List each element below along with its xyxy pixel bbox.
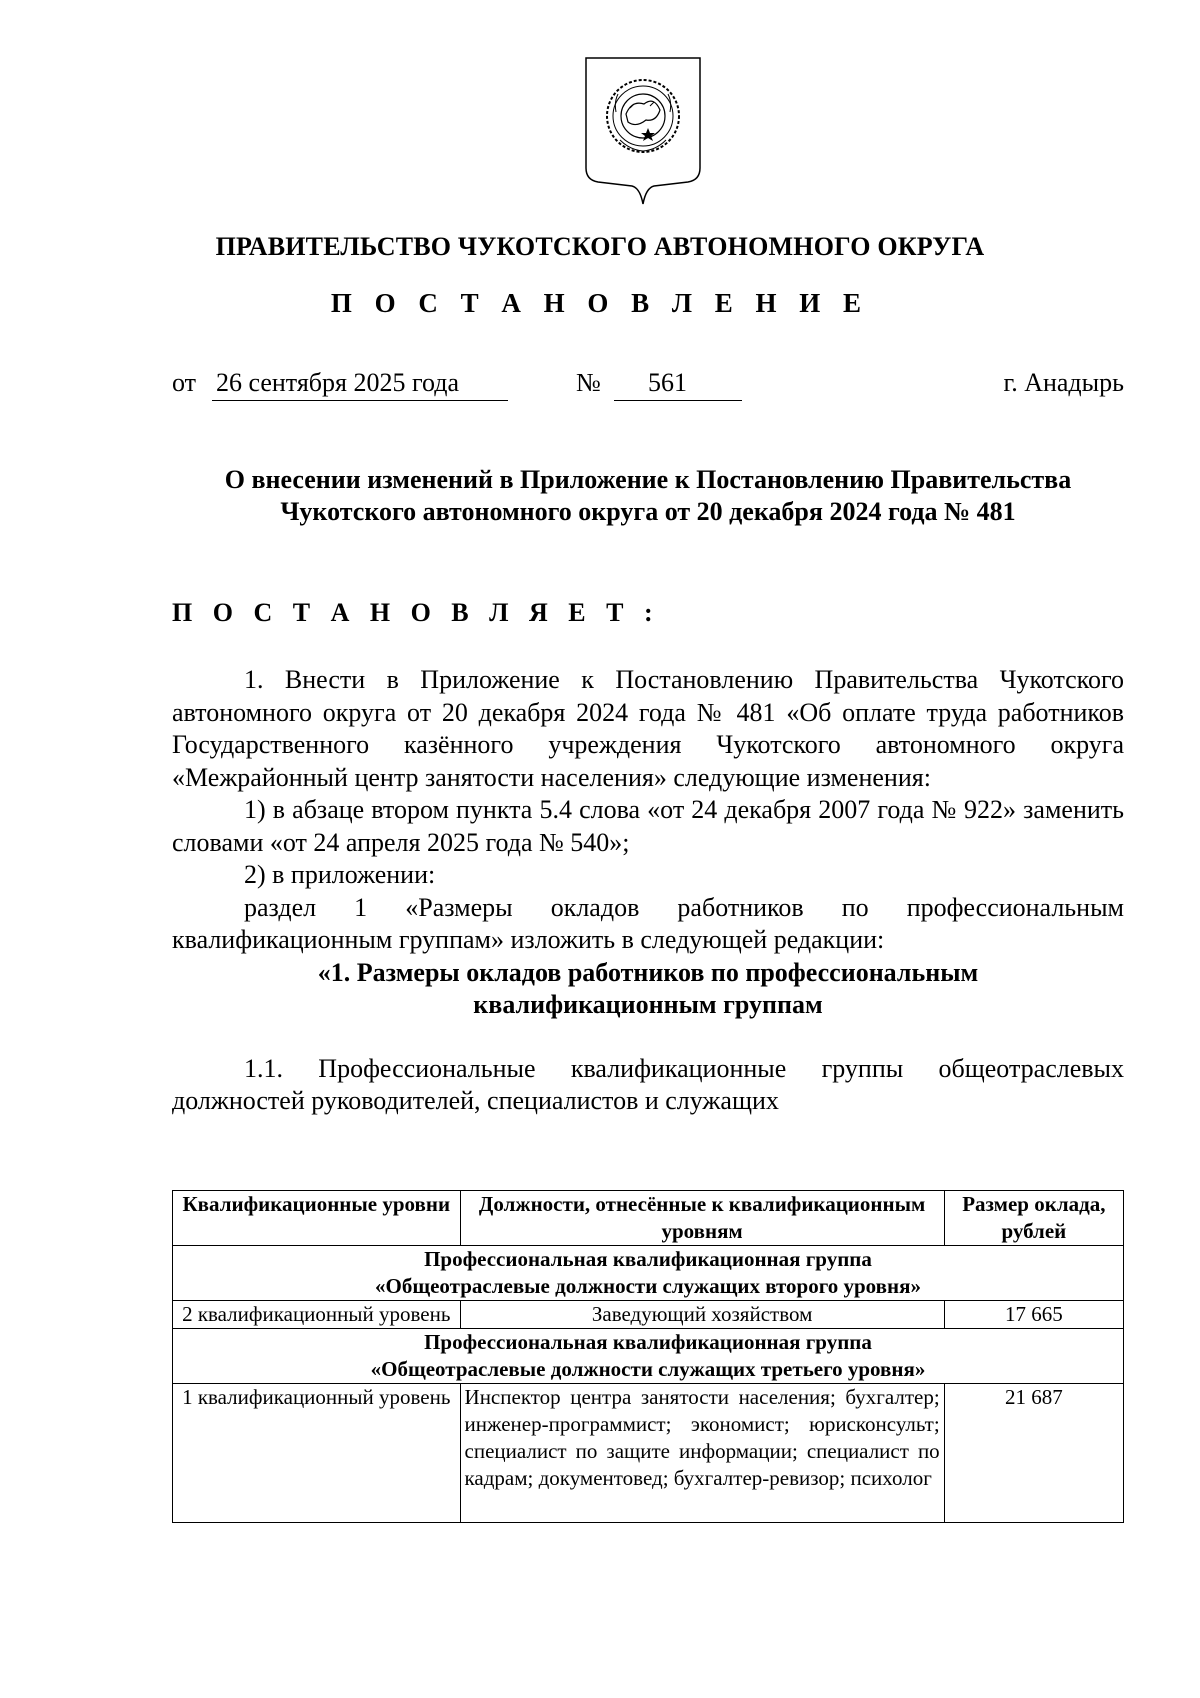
header-positions: Должности, отнесённые к квалификационным уровням	[460, 1191, 944, 1246]
section-heading-line-2: квалификационным группам	[473, 989, 823, 1019]
header-salary: Размер оклада, рублей	[944, 1191, 1123, 1246]
paragraph-1-rest: автономного округа от 20 декабря 2024 года № 481 «Об оплате труда работников Государственного казённого учреждения Чукотского автономного округа «Межрайонный центр занятости населения» следующие изменения:	[172, 697, 1124, 792]
number-label: №	[576, 368, 601, 397]
group-title-line-1: Профессиональная квалификационная группа	[424, 1247, 872, 1271]
paragraph-3: 2) в приложении:	[244, 860, 436, 889]
table-row	[173, 1384, 1124, 1523]
header-levels: Квалификационные уровни	[173, 1191, 461, 1246]
number-underline	[614, 400, 742, 401]
date-value: 26 сентября 2025 года	[216, 368, 460, 397]
positions-cell: Инспектор центра занятости населения; бухгалтер; инженер-программист; экономист; юрисконсульт; специалист по защите информации; специалист по кадрам; документовед; бухгалтер-ревизор; психолог	[460, 1384, 944, 1523]
salary-cell: 17 665	[944, 1301, 1123, 1329]
document-subject	[172, 464, 1124, 528]
positions-cell: Заведующий хозяйством	[460, 1301, 944, 1329]
salary-table	[172, 1190, 1124, 1523]
from-label: от	[172, 368, 197, 397]
level-cell: 1 квалификационный уровень	[173, 1384, 461, 1523]
subject-line-1: О внесении изменений в Приложение к Постановлению Правительства	[224, 465, 1072, 494]
group-row	[173, 1246, 1124, 1301]
date-number-line	[172, 368, 1124, 404]
table-header-row	[173, 1191, 1124, 1246]
date-underline	[212, 400, 508, 401]
group-title-line-2: «Общеотраслевые должности служащих третьего уровня»	[370, 1357, 926, 1381]
coat-of-arms-icon	[584, 56, 702, 206]
table-row	[173, 1301, 1124, 1329]
document-type: П О С Т А Н О В Л Е Н И Е	[330, 288, 870, 318]
number-value: 561	[648, 368, 687, 397]
group-row	[173, 1329, 1124, 1384]
paragraph-5: 1.1. Профессиональные квалификационные группы общеотраслевых должностей руководителей, специалистов и служащих	[172, 1053, 1124, 1115]
group-title	[173, 1329, 1124, 1384]
paragraph-2: 1) в абзаце втором пункта 5.4 слова «от 24 декабря 2007 года № 922» заменить словами «от 24 апреля 2025 года № 540»;	[172, 795, 1124, 857]
group-title	[173, 1246, 1124, 1301]
document-body	[172, 664, 1124, 1118]
level-cell: 2 квалификационный уровень	[173, 1301, 461, 1329]
section-heading-line-1: «1. Размеры окладов работников по профессиональным	[317, 957, 979, 987]
city: г. Анадырь	[1003, 368, 1124, 397]
paragraph-4: раздел 1 «Размеры окладов работников по профессиональным квалификационным группам» изложить в следующей редакции:	[172, 892, 1124, 954]
salary-cell: 21 687	[944, 1384, 1123, 1523]
group-title-line-1: Профессиональная квалификационная группа	[424, 1330, 872, 1354]
subject-line-2: Чукотского автономного округа от 20 декабря 2024 года № 481	[280, 497, 1016, 526]
government-title: ПРАВИТЕЛЬСТВО ЧУКОТСКОГО АВТОНОМНОГО ОКРУГА	[215, 232, 985, 261]
group-title-line-2: «Общеотраслевые должности служащих второго уровня»	[375, 1274, 921, 1298]
paragraph-1-first-line: 1. Внести в Приложение к Постановлению Правительства Чукотского	[244, 665, 1124, 694]
decree-word: П О С Т А Н О В Л Я Е Т :	[172, 598, 660, 627]
